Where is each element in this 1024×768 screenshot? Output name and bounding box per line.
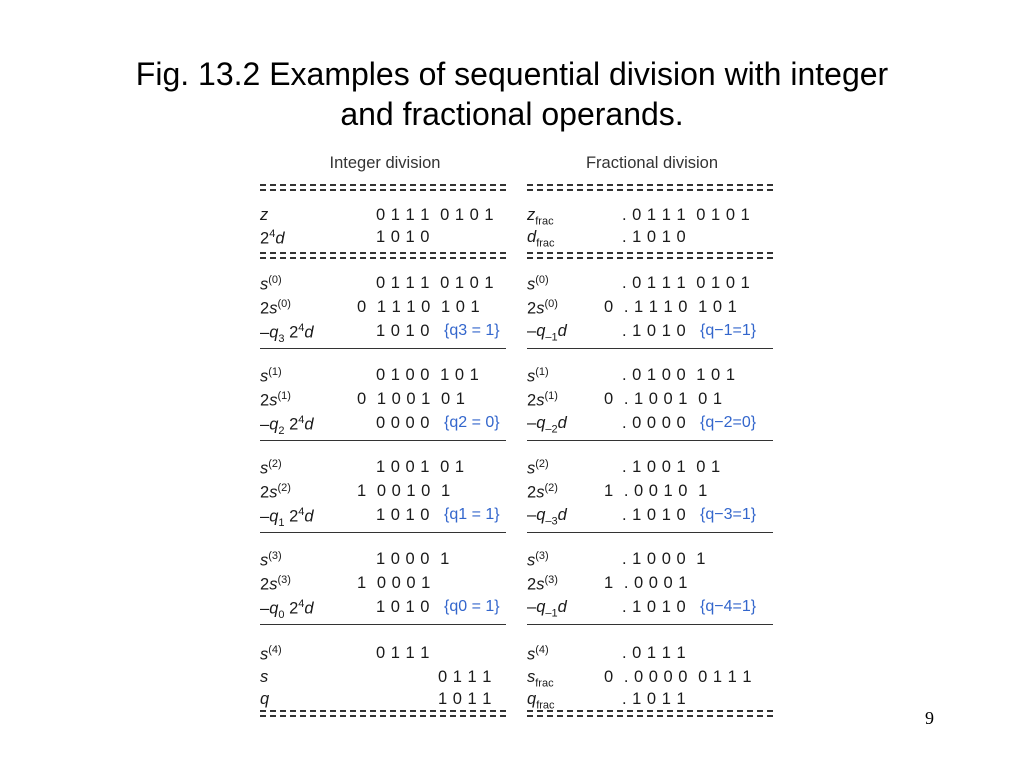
row-d-frac xyxy=(527,226,777,250)
label-2s3: $2s^{(3)}$ xyxy=(260,574,291,594)
quotient-note-q3: {q3 = 1} xyxy=(444,322,500,339)
value-subtract-q-2: . 0 0 0 0 xyxy=(622,414,687,432)
value-2s3-frac: 1 . 0 0 0 1 xyxy=(604,574,688,592)
title-line-2: and fractional operands. xyxy=(340,96,684,132)
row-subtract-q2 xyxy=(260,412,510,436)
row-2s0-frac xyxy=(527,296,777,320)
single-separator xyxy=(527,624,773,625)
single-separator xyxy=(527,440,773,441)
row-2s0 xyxy=(260,296,510,320)
row-s4-frac xyxy=(527,642,777,666)
value-subtract-q-1: . 1 0 1 0 xyxy=(622,322,687,340)
row-subtract-q1 xyxy=(260,504,510,528)
value-s0-frac: . 0 1 1 1 0 1 0 1 xyxy=(622,274,751,292)
label-2s0: $2s^{(0)}$ xyxy=(260,298,291,318)
label-s0: $s^{(0)}$ xyxy=(260,274,282,294)
double-separator xyxy=(260,252,506,259)
fractional-division-column xyxy=(527,148,777,726)
label-subtract-q3: $-q_3$ $2^4d$ xyxy=(260,322,314,345)
label-2s0-frac: $2s^{(0)}$ xyxy=(527,298,558,318)
row-2s1 xyxy=(260,388,510,412)
row-s1-frac xyxy=(527,364,777,388)
label-s4: $s^{(4)}$ xyxy=(260,644,282,664)
row-2s2 xyxy=(260,480,510,504)
value-s3-frac: . 1 0 0 0 1 xyxy=(622,550,706,568)
label-subtract-q-1: $-q_{-1}d$ xyxy=(527,322,567,344)
label-remainder-frac: $s_{frac}$ xyxy=(527,668,554,690)
value-remainder-frac: 0 . 0 0 0 0 0 1 1 1 xyxy=(604,668,753,686)
row-z xyxy=(260,204,510,228)
row-s0 xyxy=(260,272,510,296)
quotient-note-q-4: {q−4=1} xyxy=(700,598,757,615)
single-separator xyxy=(260,348,506,349)
single-separator xyxy=(260,624,506,625)
row-2s2-frac xyxy=(527,480,777,504)
value-remainder: 0 1 1 1 xyxy=(438,668,492,686)
label-quotient-frac: $q_{frac}$ xyxy=(527,690,555,712)
row-s2-frac xyxy=(527,456,777,480)
label-subtract-q0: $-q_0$ $2^4d$ xyxy=(260,598,314,621)
value-2s3: 1 0 0 0 1 xyxy=(357,574,431,592)
value-quotient: 1 0 1 1 xyxy=(438,690,492,708)
row-subtract-q3 xyxy=(260,320,510,344)
double-separator xyxy=(527,252,773,259)
row-s3-frac xyxy=(527,548,777,572)
row-quotient xyxy=(260,688,510,712)
single-separator xyxy=(260,532,506,533)
single-separator xyxy=(527,532,773,533)
row-divisor xyxy=(260,226,510,250)
value-subtract-q0: 1 0 1 0 xyxy=(376,598,430,616)
value-2s0: 0 1 1 1 0 1 0 1 xyxy=(357,298,481,316)
value-2s1-frac: 0 . 1 0 0 1 0 1 xyxy=(604,390,723,408)
label-s3: $s^{(3)}$ xyxy=(260,550,282,570)
row-subtract-q0 xyxy=(260,596,510,620)
value-d-frac: . 1 0 1 0 xyxy=(622,228,687,246)
value-2s2-frac: 1 . 0 0 1 0 1 xyxy=(604,482,708,500)
label-subtract-q-4: $-q_{-1}d$ xyxy=(527,598,567,620)
row-2s3-frac xyxy=(527,572,777,596)
label-z: z xyxy=(260,206,269,224)
label-2s2: $2s^{(2)}$ xyxy=(260,482,291,502)
value-s4: 0 1 1 1 xyxy=(376,644,430,662)
label-s1-frac: $s^{(1)}$ xyxy=(527,366,549,386)
row-z-frac xyxy=(527,204,777,228)
label-remainder: s xyxy=(260,668,269,686)
single-separator xyxy=(260,440,506,441)
label-subtract-q-3: $-q_{-3}d$ xyxy=(527,506,567,528)
label-subtract-q-2: $-q_{-2}d$ xyxy=(527,414,567,436)
label-2s1: $2s^{(1)}$ xyxy=(260,390,291,410)
value-subtract-q3: 1 0 1 0 xyxy=(376,322,430,340)
row-subtract-q-3 xyxy=(527,504,777,528)
value-2s0-frac: 0 . 1 1 1 0 1 0 1 xyxy=(604,298,738,316)
label-2s2-frac: $2s^{(2)}$ xyxy=(527,482,558,502)
value-subtract-q-4: . 1 0 1 0 xyxy=(622,598,687,616)
quotient-note-q-2: {q−2=0} xyxy=(700,414,757,431)
value-subtract-q2: 0 0 0 0 xyxy=(376,414,430,432)
value-divisor: 1 0 1 0 xyxy=(376,228,430,246)
integer-division-column xyxy=(260,148,510,726)
row-s3 xyxy=(260,548,510,572)
quotient-note-q1: {q1 = 1} xyxy=(444,506,500,523)
value-s1: 0 1 0 0 1 0 1 xyxy=(376,366,480,384)
value-quotient-frac: . 1 0 1 1 xyxy=(622,690,687,708)
quotient-note-q-1: {q−1=1} xyxy=(700,322,757,339)
integer-division-heading: Integer division xyxy=(329,154,441,172)
value-2s1: 0 1 0 0 1 0 1 xyxy=(357,390,466,408)
label-s0-frac: $s^{(0)}$ xyxy=(527,274,549,294)
double-separator xyxy=(260,710,506,717)
row-remainder xyxy=(260,666,510,690)
label-s1: $s^{(1)}$ xyxy=(260,366,282,386)
value-s1-frac: . 0 1 0 0 1 0 1 xyxy=(622,366,736,384)
row-s0-frac xyxy=(527,272,777,296)
double-separator xyxy=(527,710,773,717)
label-divisor: $2^4d$ xyxy=(260,228,285,248)
value-z-frac: . 0 1 1 1 0 1 0 1 xyxy=(622,206,751,224)
single-separator xyxy=(527,348,773,349)
row-remainder-frac xyxy=(527,666,777,690)
value-2s2: 1 0 0 1 0 1 xyxy=(357,482,451,500)
value-s2: 1 0 0 1 0 1 xyxy=(376,458,465,476)
page-number: 9 xyxy=(925,708,934,728)
label-quotient: q xyxy=(260,690,270,708)
row-s4 xyxy=(260,642,510,666)
fractional-division-heading: Fractional division xyxy=(585,154,719,172)
label-d-frac: $d_{frac}$ xyxy=(527,228,555,250)
label-subtract-q2: $-q_2$ $2^4d$ xyxy=(260,414,314,437)
label-s4-frac: $s^{(4)}$ xyxy=(527,644,549,664)
value-subtract-q1: 1 0 1 0 xyxy=(376,506,430,524)
label-z-frac: $z_{frac}$ xyxy=(527,206,554,228)
value-s4-frac: . 0 1 1 1 xyxy=(622,644,687,662)
row-s2 xyxy=(260,456,510,480)
row-quotient-frac xyxy=(527,688,777,712)
value-s2-frac: . 1 0 0 1 0 1 xyxy=(622,458,721,476)
label-s2: $s^{(2)}$ xyxy=(260,458,282,478)
value-z: 0 1 1 1 0 1 0 1 xyxy=(376,206,495,224)
value-s3: 1 0 0 0 1 xyxy=(376,550,450,568)
division-figure xyxy=(255,148,775,726)
row-subtract-q-2 xyxy=(527,412,777,436)
row-2s1-frac xyxy=(527,388,777,412)
double-separator xyxy=(260,184,506,191)
quotient-note-q2: {q2 = 0} xyxy=(444,414,500,431)
quotient-note-q0: {q0 = 1} xyxy=(444,598,500,615)
double-separator xyxy=(527,184,773,191)
title-line-1: Fig. 13.2 Examples of sequential division with integer xyxy=(135,56,889,92)
row-subtract-q-4 xyxy=(527,596,777,620)
label-subtract-q1: $-q_1$ $2^4d$ xyxy=(260,506,314,529)
label-2s1-frac: $2s^{(1)}$ xyxy=(527,390,558,410)
row-2s3 xyxy=(260,572,510,596)
value-s0: 0 1 1 1 0 1 0 1 xyxy=(376,274,495,292)
label-s3-frac: $s^{(3)}$ xyxy=(527,550,549,570)
label-2s3-frac: $2s^{(3)}$ xyxy=(527,574,558,594)
quotient-note-q-3: {q−3=1} xyxy=(700,506,757,523)
row-s1 xyxy=(260,364,510,388)
value-subtract-q-3: . 1 0 1 0 xyxy=(622,506,687,524)
slide-title xyxy=(0,54,1024,134)
row-subtract-q-1 xyxy=(527,320,777,344)
label-s2-frac: $s^{(2)}$ xyxy=(527,458,549,478)
